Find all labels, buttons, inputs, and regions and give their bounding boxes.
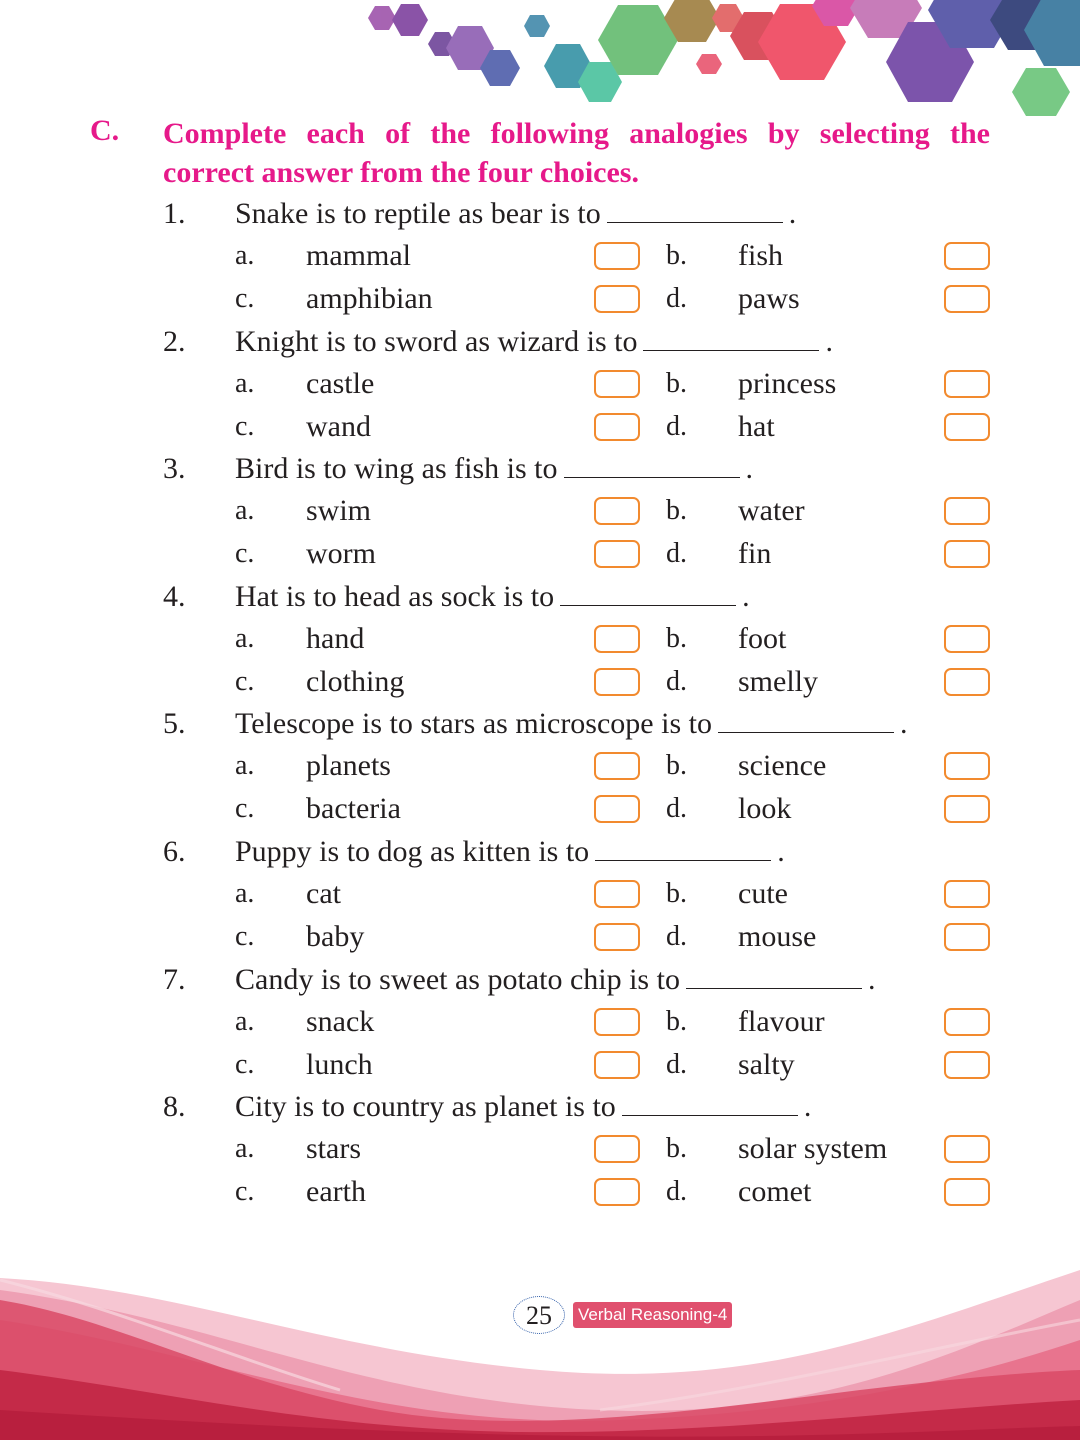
- option-letter: a.: [235, 750, 255, 782]
- option-text: planets: [306, 749, 391, 783]
- answer-checkbox[interactable]: [594, 880, 640, 908]
- option-letter: b.: [666, 240, 687, 271]
- option-text: salty: [738, 1047, 795, 1081]
- answer-blank[interactable]: [595, 836, 771, 861]
- option-letter: b.: [666, 367, 687, 399]
- question-stem: Knight is to sword as wizard is to: [235, 324, 638, 358]
- question-stem: City is to country as planet is to: [235, 1090, 616, 1124]
- instruction-word: selecting: [819, 117, 930, 150]
- question-text: [235, 1090, 811, 1124]
- question-number: 6.: [163, 835, 186, 868]
- hexagon-header-decoration: [0, 0, 1080, 130]
- option-text: bacteria: [306, 792, 401, 826]
- option-text: hat: [738, 409, 775, 443]
- answer-checkbox[interactable]: [594, 795, 640, 823]
- option-text: paws: [738, 282, 800, 315]
- question-period: .: [899, 707, 908, 741]
- option-letter: b.: [666, 622, 687, 654]
- option-text: look: [738, 792, 792, 826]
- option-letter: c.: [235, 921, 255, 952]
- option-letter: d.: [666, 283, 687, 314]
- instruction-word: the: [950, 117, 990, 150]
- instruction-word: Complete: [163, 117, 287, 150]
- answer-blank[interactable]: [622, 1091, 798, 1116]
- option-letter: c.: [235, 793, 255, 825]
- question-stem: Snake is to reptile as bear is to: [235, 197, 601, 230]
- option-text: baby: [306, 920, 365, 953]
- answer-checkbox[interactable]: [944, 625, 990, 653]
- answer-checkbox[interactable]: [944, 1178, 990, 1206]
- answer-checkbox[interactable]: [594, 370, 640, 398]
- option-text: worm: [306, 537, 376, 571]
- option-letter: d.: [666, 538, 687, 570]
- question-number: 7.: [163, 962, 186, 996]
- answer-checkbox[interactable]: [944, 1008, 990, 1036]
- instruction-word: by: [767, 117, 800, 150]
- option-text: comet: [738, 1175, 812, 1209]
- book-title-tag: Verbal Reasoning-4: [573, 1302, 732, 1328]
- question-item: [0, 1090, 1080, 1218]
- question-number: 8.: [163, 1090, 186, 1124]
- answer-checkbox[interactable]: [594, 1178, 640, 1206]
- answer-checkbox[interactable]: [594, 1008, 640, 1036]
- answer-blank[interactable]: [686, 964, 862, 989]
- answer-checkbox[interactable]: [944, 1135, 990, 1163]
- question-item: [0, 835, 1080, 963]
- option-letter: a.: [235, 1133, 255, 1165]
- option-letter: b.: [666, 878, 687, 909]
- option-text: fish: [738, 239, 783, 272]
- option-letter: b.: [666, 750, 687, 782]
- option-text: mouse: [738, 920, 817, 953]
- option-letter: a.: [235, 495, 255, 527]
- option-text: swim: [306, 494, 372, 528]
- answer-blank[interactable]: [607, 198, 783, 223]
- option-letter: d.: [666, 665, 687, 697]
- question-number: 4.: [163, 579, 186, 613]
- option-letter: d.: [666, 921, 687, 952]
- question-period: .: [777, 835, 785, 868]
- question-period: .: [742, 579, 750, 613]
- answer-checkbox[interactable]: [594, 540, 640, 568]
- option-text: foot: [738, 621, 787, 655]
- question-item: [0, 707, 1080, 835]
- question-period: .: [803, 1090, 812, 1124]
- option-letter: a.: [235, 878, 255, 909]
- answer-checkbox[interactable]: [944, 880, 990, 908]
- question-text: [235, 452, 753, 486]
- option-letter: a.: [235, 622, 255, 654]
- instruction-word: following: [490, 117, 609, 150]
- answer-checkbox[interactable]: [594, 1051, 640, 1079]
- option-letter: c.: [235, 1048, 255, 1080]
- instruction-line-1: [163, 114, 990, 153]
- answer-checkbox[interactable]: [594, 497, 640, 525]
- instruction-line-2: correct answer from the four choices.: [163, 156, 639, 189]
- question-item: [0, 580, 1080, 708]
- option-letter: d.: [666, 410, 687, 442]
- answer-checkbox[interactable]: [944, 668, 990, 696]
- answer-blank[interactable]: [560, 581, 736, 606]
- question-period: .: [867, 962, 876, 996]
- answer-checkbox[interactable]: [944, 1051, 990, 1079]
- question-text: [235, 197, 796, 231]
- instruction-word: each: [306, 117, 365, 150]
- option-text: wand: [306, 409, 371, 443]
- question-text: [235, 580, 750, 614]
- instruction-word: the: [430, 117, 471, 150]
- question-text: [235, 835, 785, 869]
- option-text: earth: [306, 1175, 366, 1209]
- option-text: science: [738, 749, 827, 783]
- option-text: princess: [738, 366, 837, 400]
- answer-blank[interactable]: [718, 708, 894, 733]
- option-letter: c.: [235, 1176, 255, 1208]
- option-letter: c.: [235, 538, 255, 570]
- option-letter: c.: [235, 665, 255, 697]
- page-number: 25: [513, 1296, 565, 1334]
- question-number: 2.: [163, 324, 186, 358]
- question-period: .: [825, 324, 833, 358]
- option-text: castle: [306, 366, 375, 400]
- option-letter: d.: [666, 1048, 687, 1080]
- option-letter: a.: [235, 367, 255, 399]
- instruction-word: of: [385, 117, 411, 150]
- question-stem: Telescope is to stars as microscope is to: [235, 707, 712, 741]
- question-stem: Bird is to wing as fish is to: [235, 452, 558, 486]
- question-text: [235, 963, 875, 997]
- answer-checkbox[interactable]: [594, 1135, 640, 1163]
- option-text: hand: [306, 621, 365, 655]
- option-text: cute: [738, 877, 788, 910]
- option-letter: b.: [666, 1005, 687, 1037]
- instruction-word: analogies: [629, 117, 748, 150]
- option-text: mammal: [306, 239, 411, 272]
- answer-checkbox[interactable]: [594, 625, 640, 653]
- answer-checkbox[interactable]: [944, 497, 990, 525]
- option-letter: b.: [666, 495, 687, 527]
- answer-checkbox[interactable]: [944, 795, 990, 823]
- answer-checkbox[interactable]: [594, 752, 640, 780]
- question-stem: Hat is to head as sock is to: [235, 579, 555, 613]
- wave-footer-decoration: [0, 1260, 1080, 1440]
- question-text: [235, 707, 907, 741]
- question-number: 3.: [163, 452, 186, 486]
- option-letter: d.: [666, 793, 687, 825]
- option-text: stars: [306, 1132, 361, 1166]
- option-text: cat: [306, 877, 341, 910]
- option-text: solar system: [738, 1132, 888, 1166]
- answer-checkbox[interactable]: [944, 413, 990, 441]
- question-stem: Candy is to sweet as potato chip is to: [235, 962, 680, 996]
- option-letter: a.: [235, 240, 255, 271]
- question-item: [0, 452, 1080, 580]
- option-text: water: [738, 494, 805, 528]
- question-text: [235, 325, 833, 359]
- answer-blank[interactable]: [643, 326, 819, 351]
- answer-checkbox[interactable]: [944, 923, 990, 951]
- answer-checkbox[interactable]: [944, 242, 990, 270]
- answer-blank[interactable]: [564, 453, 740, 478]
- option-letter: b.: [666, 1133, 687, 1165]
- question-stem: Puppy is to dog as kitten is to: [235, 835, 590, 868]
- question-item: [0, 325, 1080, 453]
- answer-checkbox[interactable]: [944, 540, 990, 568]
- answer-checkbox[interactable]: [594, 285, 640, 313]
- answer-checkbox[interactable]: [944, 752, 990, 780]
- option-text: clothing: [306, 664, 405, 698]
- option-letter: c.: [235, 410, 255, 442]
- answer-checkbox[interactable]: [944, 285, 990, 313]
- answer-checkbox[interactable]: [944, 370, 990, 398]
- question-number: 1.: [163, 197, 186, 230]
- option-text: lunch: [306, 1047, 373, 1081]
- answer-checkbox[interactable]: [594, 413, 640, 441]
- question-item: [0, 197, 1080, 325]
- section-letter: C.: [90, 114, 120, 147]
- answer-checkbox[interactable]: [594, 242, 640, 270]
- option-text: flavour: [738, 1004, 825, 1038]
- question-item: [0, 963, 1080, 1091]
- option-letter: c.: [235, 283, 255, 314]
- question-number: 5.: [163, 707, 186, 741]
- option-text: snack: [306, 1004, 375, 1038]
- answer-checkbox[interactable]: [594, 923, 640, 951]
- answer-checkbox[interactable]: [594, 668, 640, 696]
- section-instruction: [163, 114, 990, 192]
- option-text: smelly: [738, 664, 818, 698]
- option-text: amphibian: [306, 282, 433, 315]
- option-letter: d.: [666, 1176, 687, 1208]
- question-period: .: [745, 452, 754, 486]
- option-text: fin: [738, 537, 772, 571]
- option-letter: a.: [235, 1005, 255, 1037]
- question-period: .: [788, 197, 797, 230]
